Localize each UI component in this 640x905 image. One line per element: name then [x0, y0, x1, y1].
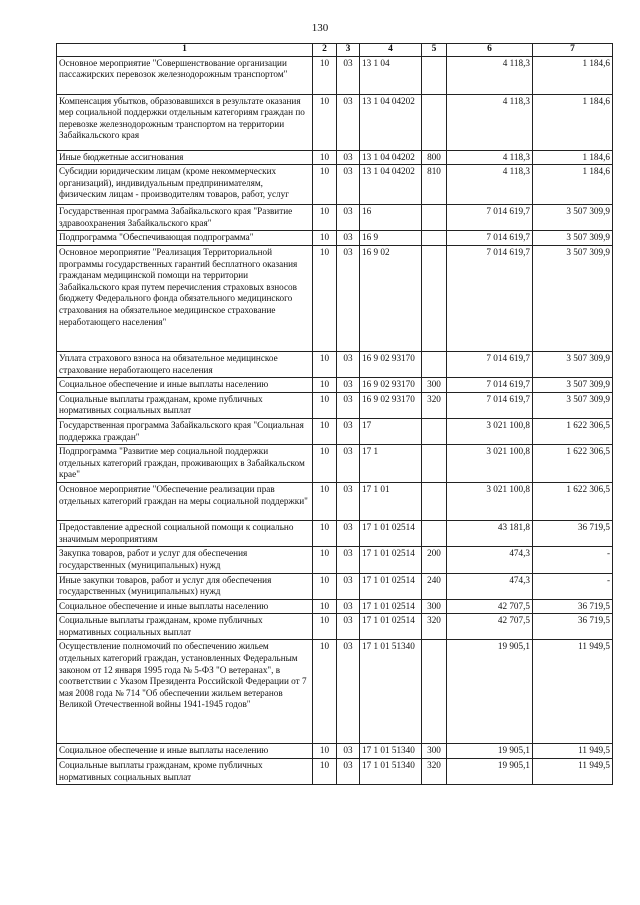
cell-amount-1: 3 021 100,8 — [447, 418, 533, 444]
cell-amount-2: 11 949,5 — [533, 744, 613, 759]
cell-subsection: 03 — [337, 445, 360, 483]
header-col-1: 1 — [57, 44, 313, 57]
cell-amount-2: 36 719,5 — [533, 599, 613, 614]
cell-subsection: 03 — [337, 94, 360, 150]
cell-amount-1: 4 118,3 — [447, 56, 533, 94]
cell-amount-2: 3 507 309,9 — [533, 351, 613, 377]
cell-subsection: 03 — [337, 165, 360, 205]
table-row — [57, 94, 613, 150]
cell-amount-2: 1 184,6 — [533, 165, 613, 205]
cell-name: Социальные выплаты гражданам, кроме публичных нормативных социальных выплат — [57, 392, 313, 418]
cell-name: Иные бюджетные ассигнования — [57, 150, 313, 165]
cell-target-article: 13 1 04 04202 — [360, 150, 422, 165]
cell-amount-2: 1 622 306,5 — [533, 445, 613, 483]
cell-subsection: 03 — [337, 392, 360, 418]
cell-amount-1: 19 905,1 — [447, 744, 533, 759]
cell-amount-1: 7 014 619,7 — [447, 231, 533, 246]
cell-name: Социальное обеспечение и иные выплаты населению — [57, 599, 313, 614]
table-row — [57, 351, 613, 377]
cell-subsection: 03 — [337, 547, 360, 573]
cell-subsection: 03 — [337, 759, 360, 785]
cell-expense-type — [422, 231, 447, 246]
cell-name: Социальное обеспечение и иные выплаты населению — [57, 744, 313, 759]
cell-subsection: 03 — [337, 521, 360, 547]
table-row — [57, 378, 613, 393]
table-row — [57, 56, 613, 94]
cell-target-article: 17 — [360, 418, 422, 444]
cell-name: Государственная программа Забайкальского края "Социальная поддержка граждан" — [57, 418, 313, 444]
cell-name: Субсидии юридическим лицам (кроме некоммерческих организаций), индивидуальным предпринимателям, физическим лицам - производителям товаров, работ, услуг — [57, 165, 313, 205]
cell-amount-2: - — [533, 573, 613, 599]
cell-section: 10 — [313, 521, 337, 547]
cell-section: 10 — [313, 759, 337, 785]
cell-subsection: 03 — [337, 245, 360, 351]
cell-amount-2: 1 184,6 — [533, 150, 613, 165]
cell-amount-1: 3 021 100,8 — [447, 483, 533, 521]
cell-subsection: 03 — [337, 573, 360, 599]
table-header-row — [57, 44, 613, 57]
cell-target-article: 16 9 02 — [360, 245, 422, 351]
cell-section: 10 — [313, 547, 337, 573]
cell-expense-type: 320 — [422, 759, 447, 785]
cell-subsection: 03 — [337, 378, 360, 393]
cell-amount-1: 7 014 619,7 — [447, 245, 533, 351]
cell-amount-2: 1 622 306,5 — [533, 418, 613, 444]
cell-amount-1: 42 707,5 — [447, 599, 533, 614]
cell-section: 10 — [313, 614, 337, 640]
cell-name: Предоставление адресной социальной помощи к социально значимым мероприятиям — [57, 521, 313, 547]
cell-subsection: 03 — [337, 205, 360, 231]
table-row — [57, 547, 613, 573]
cell-section: 10 — [313, 56, 337, 94]
table-row — [57, 599, 613, 614]
header-col-5: 5 — [422, 44, 447, 57]
cell-amount-1: 474,3 — [447, 573, 533, 599]
cell-section: 10 — [313, 205, 337, 231]
cell-amount-1: 4 118,3 — [447, 150, 533, 165]
cell-section: 10 — [313, 231, 337, 246]
cell-expense-type: 810 — [422, 165, 447, 205]
cell-target-article: 17 1 — [360, 445, 422, 483]
cell-name: Подпрограмма "Обеспечивающая подпрограмма" — [57, 231, 313, 246]
cell-target-article: 17 1 01 — [360, 483, 422, 521]
cell-name: Основное мероприятие "Обеспечение реализации прав отдельных категорий граждан на меры социальной поддержки" — [57, 483, 313, 521]
cell-target-article: 16 9 02 93170 — [360, 392, 422, 418]
table-row — [57, 614, 613, 640]
cell-amount-2: 3 507 309,9 — [533, 231, 613, 246]
cell-target-article: 17 1 01 51340 — [360, 759, 422, 785]
cell-subsection: 03 — [337, 351, 360, 377]
cell-amount-2: - — [533, 547, 613, 573]
cell-section: 10 — [313, 351, 337, 377]
cell-name: Осуществление полномочий по обеспечению жильем отдельных категорий граждан, установленных Федеральным законом от 12 января 1995 года № 5-ФЗ "О ветеранах", в соответствии с Указом Президента Российской Федерации от 7 мая 2008 года № 714 "Об обеспечении жильем ветеранов Великой Отечественной войны 1941-1945 годов" — [57, 640, 313, 744]
cell-amount-2: 11 949,5 — [533, 640, 613, 744]
cell-name: Социальные выплаты гражданам, кроме публичных нормативных социальных выплат — [57, 759, 313, 785]
cell-expense-type — [422, 245, 447, 351]
cell-section: 10 — [313, 445, 337, 483]
cell-amount-1: 42 707,5 — [447, 614, 533, 640]
cell-target-article: 17 1 01 51340 — [360, 744, 422, 759]
cell-amount-1: 19 905,1 — [447, 759, 533, 785]
table-row — [57, 392, 613, 418]
cell-name: Уплата страхового взноса на обязательное медицинское страхование неработающего населения — [57, 351, 313, 377]
header-col-4: 4 — [360, 44, 422, 57]
cell-section: 10 — [313, 483, 337, 521]
cell-subsection: 03 — [337, 640, 360, 744]
cell-target-article: 17 1 01 02514 — [360, 599, 422, 614]
cell-subsection: 03 — [337, 599, 360, 614]
cell-target-article: 16 9 02 93170 — [360, 378, 422, 393]
cell-subsection: 03 — [337, 418, 360, 444]
cell-section: 10 — [313, 573, 337, 599]
cell-target-article: 13 1 04 — [360, 56, 422, 94]
cell-amount-2: 3 507 309,9 — [533, 205, 613, 231]
cell-expense-type: 320 — [422, 614, 447, 640]
cell-amount-2: 3 507 309,9 — [533, 392, 613, 418]
cell-section: 10 — [313, 378, 337, 393]
cell-expense-type — [422, 351, 447, 377]
table-row — [57, 150, 613, 165]
cell-expense-type: 300 — [422, 378, 447, 393]
cell-target-article: 16 — [360, 205, 422, 231]
cell-subsection: 03 — [337, 150, 360, 165]
header-col-6: 6 — [447, 44, 533, 57]
cell-name: Основное мероприятие "Совершенствование организации пассажирских перевозок железнодорожным транспортом" — [57, 56, 313, 94]
cell-section: 10 — [313, 392, 337, 418]
table-row — [57, 445, 613, 483]
cell-amount-2: 3 507 309,9 — [533, 245, 613, 351]
cell-expense-type — [422, 418, 447, 444]
cell-subsection: 03 — [337, 56, 360, 94]
cell-subsection: 03 — [337, 231, 360, 246]
table-row — [57, 165, 613, 205]
cell-target-article: 17 1 01 02514 — [360, 521, 422, 547]
cell-target-article: 17 1 01 02514 — [360, 547, 422, 573]
cell-subsection: 03 — [337, 483, 360, 521]
cell-amount-1: 7 014 619,7 — [447, 392, 533, 418]
cell-amount-2: 36 719,5 — [533, 521, 613, 547]
cell-amount-1: 7 014 619,7 — [447, 351, 533, 377]
table-row — [57, 521, 613, 547]
cell-amount-2: 1 184,6 — [533, 56, 613, 94]
cell-name: Основное мероприятие "Реализация Территориальной программы государственных гарантий бесплатного оказания гражданам медицинской помощи на территории Забайкальского края путем перечисления страховых взносов бюджету Федерального фонда обязательного медицинского страхования на обязательное медицинское страхование неработающего населения" — [57, 245, 313, 351]
cell-expense-type — [422, 94, 447, 150]
cell-section: 10 — [313, 165, 337, 205]
cell-amount-1: 474,3 — [447, 547, 533, 573]
page-number: 130 — [311, 22, 329, 34]
cell-target-article: 17 1 01 02514 — [360, 573, 422, 599]
table-row — [57, 205, 613, 231]
cell-amount-2: 1 184,6 — [533, 94, 613, 150]
cell-expense-type: 320 — [422, 392, 447, 418]
cell-amount-2: 36 719,5 — [533, 614, 613, 640]
cell-expense-type — [422, 56, 447, 94]
cell-section: 10 — [313, 150, 337, 165]
cell-name: Социальные выплаты гражданам, кроме публичных нормативных социальных выплат — [57, 614, 313, 640]
cell-target-article: 17 1 01 02514 — [360, 614, 422, 640]
cell-expense-type: 240 — [422, 573, 447, 599]
cell-amount-1: 3 021 100,8 — [447, 445, 533, 483]
header-col-3: 3 — [337, 44, 360, 57]
cell-amount-2: 3 507 309,9 — [533, 378, 613, 393]
cell-target-article: 16 9 — [360, 231, 422, 246]
cell-subsection: 03 — [337, 614, 360, 640]
cell-section: 10 — [313, 744, 337, 759]
cell-target-article: 17 1 01 51340 — [360, 640, 422, 744]
cell-amount-1: 4 118,3 — [447, 165, 533, 205]
cell-amount-1: 7 014 619,7 — [447, 378, 533, 393]
cell-name: Компенсация убытков, образовавшихся в результате оказания мер социальной поддержки отдельным категориям граждан по перевозке железнодорожным транспортом на территории Забайкальского края — [57, 94, 313, 150]
cell-expense-type — [422, 521, 447, 547]
cell-target-article: 13 1 04 04202 — [360, 94, 422, 150]
table-row — [57, 245, 613, 351]
cell-amount-1: 4 118,3 — [447, 94, 533, 150]
cell-expense-type — [422, 205, 447, 231]
cell-expense-type — [422, 445, 447, 483]
cell-subsection: 03 — [337, 744, 360, 759]
cell-expense-type: 300 — [422, 744, 447, 759]
cell-name: Социальное обеспечение и иные выплаты населению — [57, 378, 313, 393]
budget-table — [56, 43, 613, 785]
cell-expense-type: 200 — [422, 547, 447, 573]
cell-amount-2: 1 622 306,5 — [533, 483, 613, 521]
cell-target-article: 16 9 02 93170 — [360, 351, 422, 377]
table-row — [57, 483, 613, 521]
table-row — [57, 573, 613, 599]
cell-expense-type — [422, 640, 447, 744]
cell-target-article: 13 1 04 04202 — [360, 165, 422, 205]
cell-name: Подпрограмма "Развитие мер социальной поддержки отдельных категорий граждан, проживающих в Забайкальском крае" — [57, 445, 313, 483]
cell-name: Закупка товаров, работ и услуг для обеспечения государственных (муниципальных) нужд — [57, 547, 313, 573]
cell-name: Иные закупки товаров, работ и услуг для обеспечения государственных (муниципальных) нужд — [57, 573, 313, 599]
table-row — [57, 231, 613, 246]
cell-name: Государственная программа Забайкальского края "Развитие здравоохранения Забайкальского края" — [57, 205, 313, 231]
cell-expense-type: 800 — [422, 150, 447, 165]
table-row — [57, 744, 613, 759]
cell-section: 10 — [313, 245, 337, 351]
table-row — [57, 640, 613, 744]
cell-section: 10 — [313, 418, 337, 444]
cell-expense-type: 300 — [422, 599, 447, 614]
cell-amount-1: 19 905,1 — [447, 640, 533, 744]
header-col-2: 2 — [313, 44, 337, 57]
cell-amount-2: 11 949,5 — [533, 759, 613, 785]
cell-section: 10 — [313, 640, 337, 744]
cell-amount-1: 43 181,8 — [447, 521, 533, 547]
cell-section: 10 — [313, 94, 337, 150]
cell-section: 10 — [313, 599, 337, 614]
cell-amount-1: 7 014 619,7 — [447, 205, 533, 231]
header-col-7: 7 — [533, 44, 613, 57]
cell-expense-type — [422, 483, 447, 521]
table-row — [57, 759, 613, 785]
table-row — [57, 418, 613, 444]
